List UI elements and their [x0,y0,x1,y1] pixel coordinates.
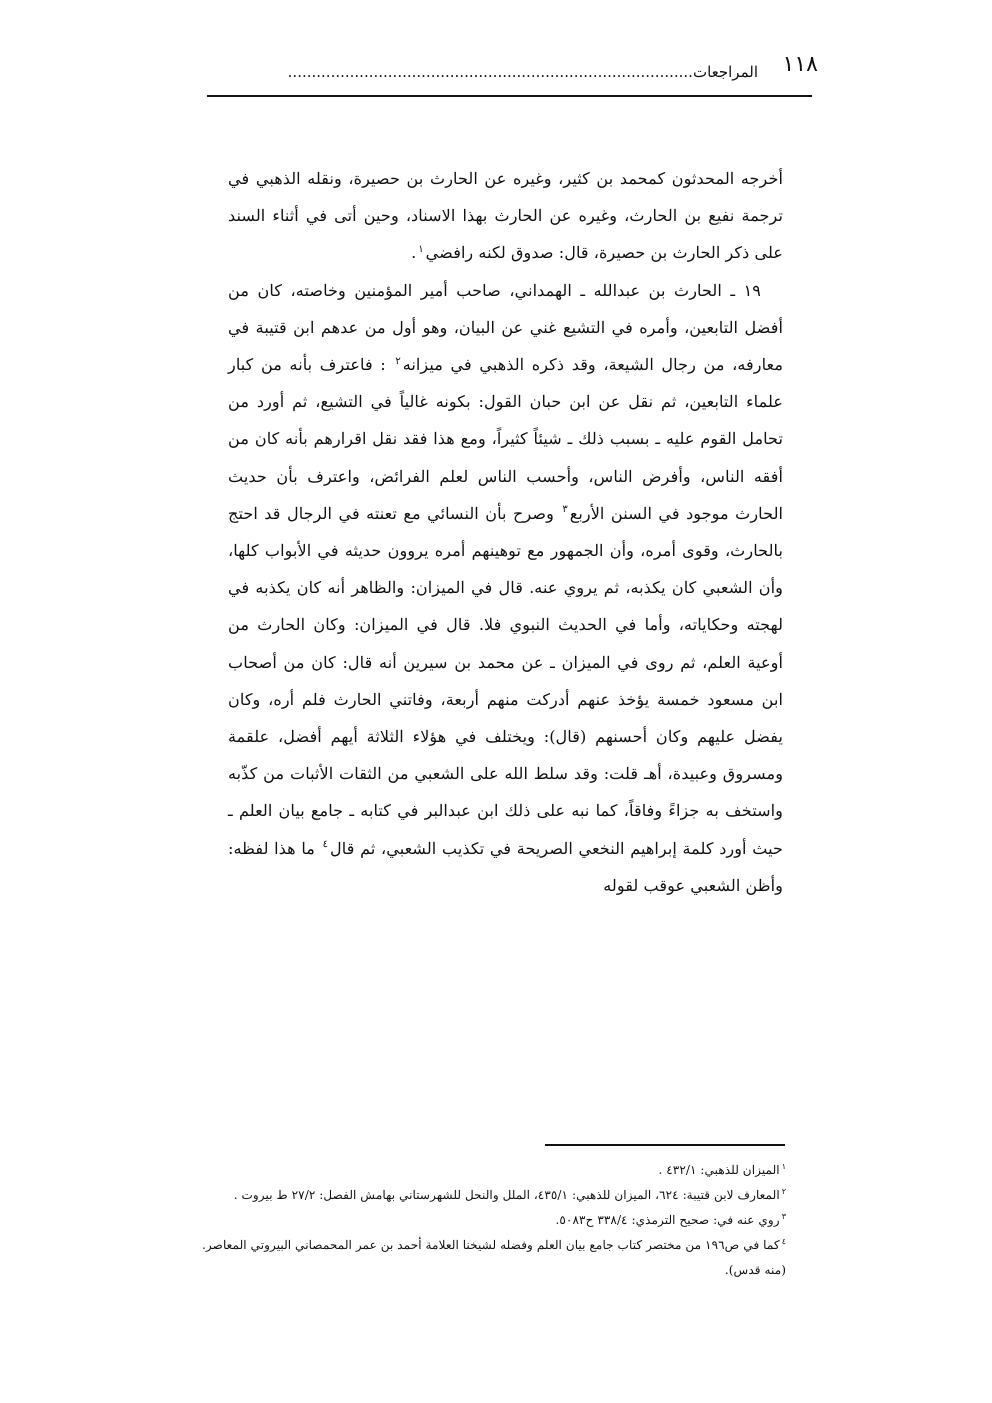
text-line: . [411,243,417,263]
text-line: واعترف بأن حديث الحارث موجود في السنن الأربع [228,466,783,523]
footnote-3 [196,1208,786,1233]
main-text [228,160,783,904]
footnote-1 [196,1158,786,1183]
footnote-number: ٤ [781,1236,786,1246]
text-line: يروون حديثه في الأبواب كلها، وأن الشعبي كان يكذبه، ثم يروي عنه. قال في [228,541,783,598]
text-line: ما هذا لفظه: وأظن الشعبي عوقب لقوله [228,838,783,895]
text-line: أربعة، وفاتني الحارث فلم أره، وكان يفضل عليهم وكان أحسنهم (قال): [228,689,783,747]
text-line: سيرين أنه قال: كان من أصحاب ابن مسعود خمسة يؤخذ عنهم أدركت منهم [228,652,783,709]
footnote-number: ٢ [781,1186,786,1196]
text-line: ١٩ ـ الحارث بن عبدالله ـ الهمداني، صاحب أمير المؤمنين وخاصته، كان [257,280,761,300]
footnote-text: روي عنه في: صحيح الترمذي: ٣٣٨/٤ ح٥٠٨٣. [555,1213,780,1227]
footnote-ref-4[interactable]: ٤ [322,839,328,851]
footnote-4 [196,1233,786,1283]
footnote-ref-3[interactable]: ٣ [562,504,568,516]
footnote-ref-2[interactable]: ٢ [395,355,401,367]
text-line: من كبار علماء التابعين، ثم نقل عن ابن حبان القول: بكونه غالياً في التشيع، ثم [228,355,783,412]
text-line: أورد من تحامل القوم عليه ـ بسبب ذلك ـ شيئاً كثيراً، ومع هذا فقد نقل اقرارهم [228,392,784,449]
footnote-text: المعارف لابن قتيبة: ٦٢٤، الميزان للذهبي: ٤٣٥/١، الملل والنحل للشهرستاني بهامش الفصل: ٢٧/٢ ط بيروت . [233,1188,780,1202]
text-line: ذكر الحارث بن حصيرة، قال: صدوق لكنه رافضي [425,243,750,263]
footnotes [196,1158,786,1283]
page-number: ١١٨ [782,52,818,77]
text-line: في معارفه، من رجال الشيعة، وقد ذكره الذهبي في ميزانه [228,317,783,375]
text-line: وصرح بأن النسائي [427,503,554,523]
page-header [207,52,818,97]
footnote-ref-1[interactable]: ١ [418,244,424,256]
paragraph-2 [228,272,783,904]
footnote-text: كما في ص١٩٦ من مختصر كتاب جامع بيان العلم وفضله لشيخنا العلامة أحمد بن عمر المحمصاني البيروتي المعاصر. (منه قدس). [202,1238,786,1277]
paragraph-1 [228,160,783,272]
footnote-2 [196,1183,786,1208]
running-title: المراجعات..................................................................................... [287,63,758,81]
text-line: قال في الميزان: وكان الحارث من أوعية العلم، ثم روى في الميزان ـ عن محمد بن [228,615,783,672]
text-line: ويختلف في هؤلاء الثلاثة أيهم أفضل، علقمة ومسروق وعبيدة، أهـ قلت: وقد [228,727,784,784]
text-line: بأنه كان من أفقه الناس، وأفرض الناس، وأحسب الناس لعلم الفرائض، [228,429,783,486]
footnote-number: ٣ [781,1211,786,1221]
text-line: الصريحة في تكذيب الشعبي، ثم قال [330,838,573,858]
footnote-number: ١ [781,1161,786,1171]
footnote-text: الميزان للذهبي: ٤٣٢/١ . [658,1163,780,1177]
text-line: الميزان: والظاهر أنه كان يكذبه في لهجته وحكاياته، وأما في الحديث النبوي فلا. [228,578,783,635]
text-line: على ذلك ابن عبدالبر في كتابه ـ جامع بيان العلم ـ حيث أورد كلمة إبراهيم النخعي [228,801,783,858]
text-line: أخرجه المحدثون كمحمد بن كثير، وغيره عن الحارث بن حصيرة، ونقله الذهبي في [228,169,783,188]
text-line: : فاعترف بأنه [289,355,386,375]
text-line: ترجمة نفيع بن الحارث، وغيره عن الحارث بهذا الاسناد، وحين أتى في أثناء السند على [228,206,783,263]
footnote-divider [545,1144,785,1146]
text-line: مع تعنته في الرجال قد احتج بالحارث، وقوى أمره، وأن الجمهور مع توهينهم أمره [228,503,783,561]
text-line: سلط الله على الشعبي من الثقات الأثبات من كذّبه واستخف به جزاءً وفاقاً، كما نبه [228,764,783,821]
text-line: من أفضل التابعين، وأمره في التشيع غني عن البيان، وهو أول من عدهم ابن قتيبة [228,280,783,337]
